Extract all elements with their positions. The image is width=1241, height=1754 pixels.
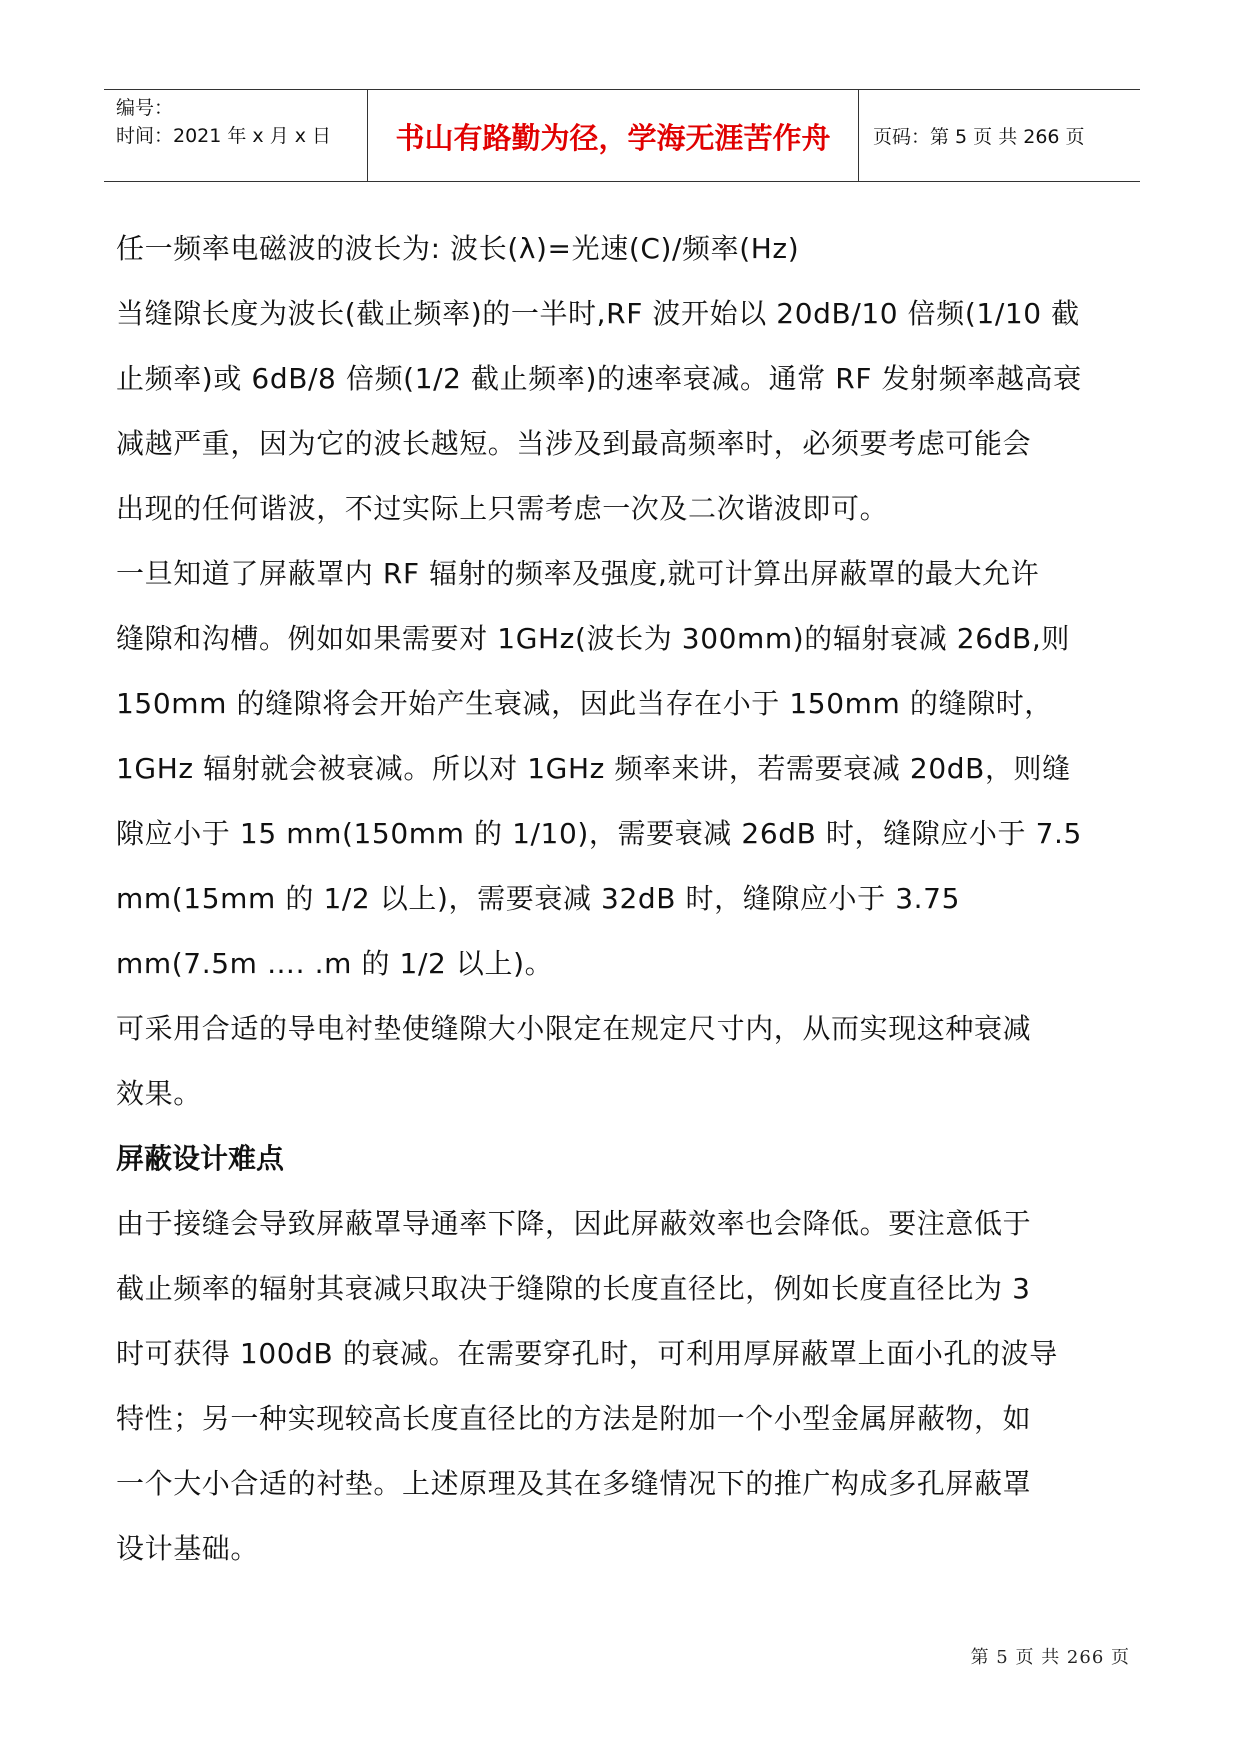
body-line: 减越严重，因为它的波长越短。当涉及到最高频率时，必须要考虑可能会: [116, 427, 1032, 460]
body-line: 截止频率的辐射其衰减只取决于缝隙的长度直径比，例如长度直径比为 3: [116, 1272, 1031, 1305]
body-line: 1GHz 辐射就会被衰减。所以对 1GHz 频率来讲，若需要衰减 20dB，则缝: [116, 752, 1071, 785]
page-footer: 第 5 页 共 266 页: [970, 1647, 1130, 1668]
header-motto: 书山有路勤为径，学海无涯苦作舟: [368, 90, 859, 181]
body-line: 止频率)或 6dB/8 倍频(1/2 截止频率)的速率衰减。通常 RF 发射频率越高衰: [116, 362, 1082, 395]
body-line: 由于接缝会导致屏蔽罩导通率下降，因此屏蔽效率也会降低。要注意低于: [116, 1207, 1032, 1240]
document-number-label: 编号：: [116, 97, 174, 119]
document-time-label: 时间：2021 年 x 月 x 日: [116, 125, 332, 147]
body-line: 设计基础。: [116, 1532, 260, 1565]
header-page-label: 页码：第 5 页 共 266 页: [873, 126, 1085, 148]
body-line: 隙应小于 15 mm(150mm 的 1/10)，需要衰减 26dB 时，缝隙应小于 7.5: [116, 817, 1082, 850]
document-body: [116, 216, 1136, 1581]
page-header: [104, 89, 1140, 182]
body-line: 时可获得 100dB 的衰减。在需要穿孔时，可利用厚屏蔽罩上面小孔的波导: [116, 1337, 1058, 1370]
body-line: 缝隙和沟槽。例如如果需要对 1GHz(波长为 300mm)的辐射衰减 26dB,则: [116, 622, 1070, 655]
body-line: 一个大小合适的衬垫。上述原理及其在多缝情况下的推广构成多孔屏蔽罩: [116, 1467, 1032, 1500]
header-info-cell: [104, 90, 368, 181]
body-line: 出现的任何谐波，不过实际上只需考虑一次及二次谐波即可。: [116, 492, 889, 525]
body-line: mm(15mm 的 1/2 以上)，需要衰减 32dB 时，缝隙应小于 3.75: [116, 882, 960, 915]
section-heading: 屏蔽设计难点: [116, 1142, 285, 1175]
body-line: 任一频率电磁波的波长为: 波长(λ)=光速(C)/频率(Hz): [116, 232, 800, 265]
body-line: 一旦知道了屏蔽罩内 RF 辐射的频率及强度,就可计算出屏蔽罩的最大允许: [116, 557, 1040, 590]
body-line: 当缝隙长度为波长(截止频率)的一半时,RF 波开始以 20dB/10 倍频(1/10 截: [116, 297, 1080, 330]
body-line: 效果。: [116, 1077, 202, 1110]
body-line: 150mm 的缝隙将会开始产生衰减，因此当存在小于 150mm 的缝隙时，: [116, 687, 1053, 720]
body-line: 可采用合适的导电衬垫使缝隙大小限定在规定尺寸内，从而实现这种衰减: [116, 1012, 1032, 1045]
body-line: mm(7.5m …. .m 的 1/2 以上)。: [116, 947, 554, 980]
body-line: 特性；另一种实现较高长度直径比的方法是附加一个小型金属屏蔽物，如: [116, 1402, 1032, 1435]
